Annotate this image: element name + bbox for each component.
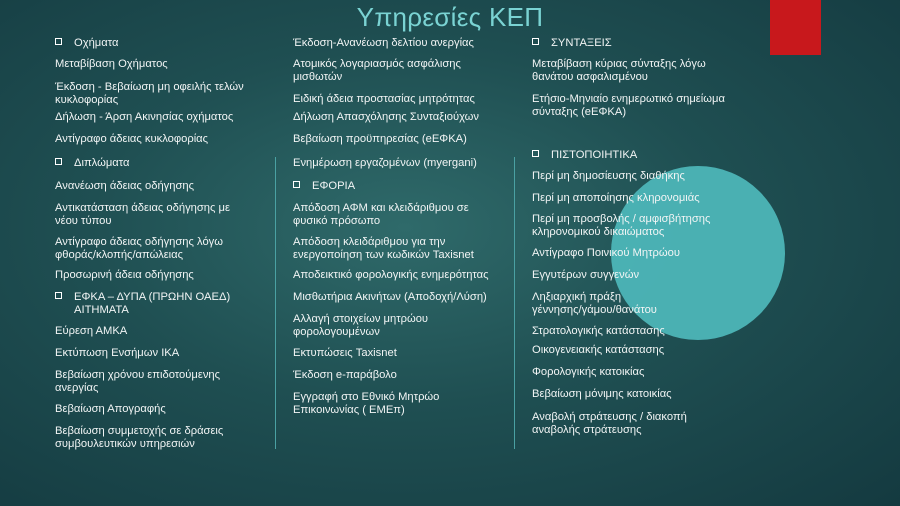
red-accent-rectangle — [770, 0, 821, 55]
item-text: μισθωτών — [293, 70, 343, 83]
item-text: κυκλοφορίας — [55, 93, 119, 106]
item-text: Δήλωση Απασχόλησης Συνταξιούχων — [293, 111, 479, 123]
service-item — [532, 93, 725, 118]
service-item — [55, 133, 208, 146]
service-item — [55, 325, 127, 338]
item-text: Περί μη προσβολής / αμφισβήτησης — [532, 213, 711, 225]
service-item — [532, 325, 665, 338]
item-text: Μεταβίβαση κύριας σύνταξης λόγω — [532, 58, 706, 70]
item-text: Ενημέρωση εργαζομένων (myergani) — [293, 157, 477, 169]
item-text: Ετήσιο-Μηνιαίο ενημερωτικό σημείωμα — [532, 93, 725, 105]
item-text: Έκδοση - Βεβαίωση μη οφειλής τελών — [55, 81, 244, 93]
item-text: ΠΙΣΤΟΠΟΙΗΤΙΚΑ — [551, 149, 638, 161]
item-text: Απόδοση ΑΦΜ και κλειδάριθμου σε — [293, 202, 469, 214]
item-text: Αντίγραφο Ποινικού Μητρώου — [532, 247, 680, 259]
service-item — [293, 133, 467, 146]
item-text: Μισθωτήρια Ακινήτων (Αποδοχή/Λύση) — [293, 291, 487, 303]
service-item — [293, 111, 479, 124]
item-text: κληρονομικού δικαιώματος — [532, 225, 665, 238]
service-item — [532, 170, 685, 183]
item-text: Επικοινωνίας ( ΕΜΕπ) — [293, 403, 405, 416]
item-text: θανάτου ασφαλισμένου — [532, 70, 648, 83]
item-text: Ειδική άδεια προστασίας μητρότητας — [293, 93, 475, 105]
section-header — [532, 37, 612, 50]
service-item — [293, 58, 461, 83]
item-text: νέου τύπου — [55, 214, 112, 227]
section-header — [55, 291, 230, 316]
service-item — [293, 93, 475, 106]
item-text: Έκδοση e-παράβολο — [293, 369, 397, 381]
service-item — [55, 347, 179, 360]
item-text: ΕΦΟΡΙΑ — [312, 180, 356, 192]
item-text: Απόδοση κλειδάριθμου για την — [293, 236, 446, 248]
item-text: Εγγραφή στο Εθνικό Μητρώο — [293, 391, 440, 403]
item-text: Ατομικός λογαριασμός ασφάλισης — [293, 58, 461, 70]
item-text: φορολογουμένων — [293, 325, 380, 338]
service-item — [293, 269, 489, 282]
item-text: Εγγυτέρων συγγενών — [532, 269, 640, 281]
service-item — [532, 291, 657, 316]
item-text: Στρατολογικής κατάστασης — [532, 325, 665, 337]
item-text: Ανανέωση άδειας οδήγησης — [55, 180, 195, 192]
square-bullet-icon — [532, 38, 539, 45]
service-item — [293, 202, 469, 227]
square-bullet-icon — [55, 158, 62, 165]
service-item — [293, 391, 439, 416]
item-text: Αλλαγή στοιχείων μητρώου — [293, 313, 429, 325]
item-text: Φορολογικής κατοικίας — [532, 366, 645, 378]
item-text: ΕΦΚΑ – ΔΥΠΑ (ΠΡΩΗΝ ΟΑΕΔ) — [74, 291, 231, 303]
column-divider-left — [275, 157, 276, 449]
service-item — [532, 213, 710, 238]
service-item — [532, 411, 687, 436]
service-item — [532, 366, 644, 379]
item-text: Αντίγραφο άδειας κυκλοφορίας — [55, 133, 209, 145]
item-text: αναβολής στράτευσης — [532, 423, 642, 436]
section-header — [532, 149, 637, 162]
item-text: σύνταξης (eΕΦΚΑ) — [532, 105, 627, 118]
service-item — [55, 58, 168, 71]
column-divider-right — [514, 157, 515, 449]
item-text: Οχήματα — [74, 37, 119, 49]
item-text: Έκδοση-Ανανέωση δελτίου ανεργίας — [293, 37, 474, 49]
item-text: Περί μη δημοσίευσης διαθήκης — [532, 170, 685, 182]
square-bullet-icon — [293, 181, 300, 188]
item-text: Βεβαίωση συμμετοχής σε δράσεις — [55, 425, 224, 437]
item-text: Εύρεση ΑΜΚΑ — [55, 325, 128, 337]
service-item — [55, 369, 220, 394]
service-item — [532, 192, 700, 205]
item-text: ΣΥΝΤΑΞΕΙΣ — [551, 37, 612, 49]
section-header — [55, 157, 129, 170]
section-header — [55, 37, 118, 50]
item-text: Εκτύπωση Ενσήμων ΙΚΑ — [55, 347, 180, 359]
service-item — [55, 180, 194, 193]
item-text: Προσωρινή άδεια οδήγησης — [55, 269, 194, 281]
item-text: φθοράς/κλοπής/απώλειας — [55, 248, 184, 261]
service-item — [293, 291, 487, 304]
service-item — [55, 111, 233, 124]
service-item — [55, 269, 194, 282]
item-text: Ληξιαρχική πράξη — [532, 291, 622, 303]
item-text: Βεβαίωση μόνιμης κατοικίας — [532, 388, 672, 400]
item-text: Αντίγραφο άδειας οδήγησης λόγω — [55, 236, 223, 248]
section-header — [293, 180, 355, 193]
item-text: Αποδεικτικό φορολογικής ενημερότητας — [293, 269, 489, 281]
item-text: ανεργίας — [55, 381, 99, 394]
item-text: Βεβαίωση προϋπηρεσίας (eΕΦΚΑ) — [293, 133, 467, 145]
service-item — [532, 269, 639, 282]
service-item — [293, 313, 428, 338]
item-text: Εκτυπώσεις Taxisnet — [293, 347, 397, 359]
square-bullet-icon — [532, 150, 539, 157]
item-text: ΑΙΤΗΜΑΤΑ — [74, 303, 129, 316]
item-text: Διπλώματα — [74, 157, 130, 169]
page-title: Υπηρεσίες ΚΕΠ — [356, 2, 544, 32]
service-item — [293, 37, 474, 50]
service-item — [532, 247, 680, 260]
service-item — [293, 236, 474, 261]
service-item — [55, 236, 223, 261]
service-item — [55, 81, 244, 106]
service-item — [532, 344, 664, 357]
item-text: συμβουλευτικών υπηρεσιών — [55, 437, 195, 450]
item-text: Μεταβίβαση Οχήματος — [55, 58, 168, 70]
item-text: Περί μη αποποίησης κληρονομιάς — [532, 192, 700, 204]
service-item — [293, 157, 477, 170]
service-item — [55, 202, 230, 227]
square-bullet-icon — [55, 38, 62, 45]
service-item — [532, 58, 706, 83]
item-text: Οικογενειακής κατάστασης — [532, 344, 665, 356]
item-text: Βεβαίωση Απογραφής — [55, 403, 166, 415]
item-text: ενεργοποίηση των κωδικών Taxisnet — [293, 248, 474, 261]
item-text: γέννησης/γάμου/θανάτου — [532, 303, 657, 316]
item-text: Αναβολή στράτευσης / διακοπή — [532, 411, 687, 423]
square-bullet-icon — [55, 292, 62, 299]
service-item — [55, 425, 223, 450]
service-item — [293, 347, 397, 360]
service-item — [293, 369, 397, 382]
service-item — [532, 388, 672, 401]
item-text: Αντικατάσταση άδειας οδήγησης με — [55, 202, 230, 214]
item-text: Δήλωση - Άρση Ακινησίας οχήματος — [55, 111, 234, 123]
item-text: φυσικό πρόσωπο — [293, 214, 381, 227]
service-item — [55, 403, 166, 416]
item-text: Βεβαίωση χρόνου επιδοτούμενης — [55, 369, 221, 381]
